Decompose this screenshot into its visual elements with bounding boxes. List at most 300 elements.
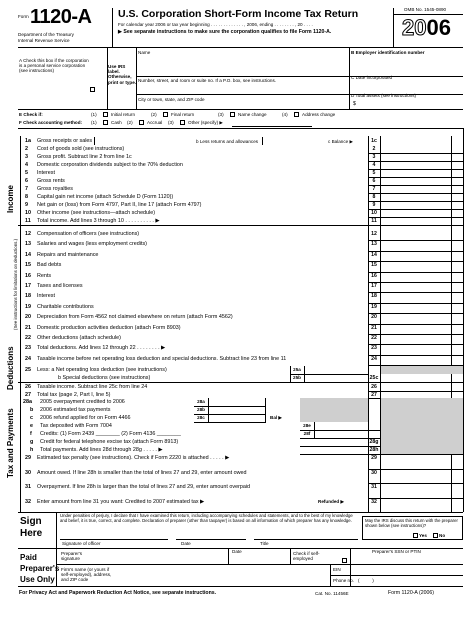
line-label: 2005 overpayment credited to 2006 xyxy=(40,399,125,405)
street-rule xyxy=(136,94,463,95)
sign-here-title: Sign Here xyxy=(20,516,43,539)
line-box-number: 27 xyxy=(371,391,377,398)
inner-box-number: 28e xyxy=(303,423,311,428)
line-label: 2006 refund applied for on Form 4466 xyxy=(40,415,131,421)
discuss-no-checkbox[interactable] xyxy=(433,533,438,538)
line-label: Interest xyxy=(37,170,55,176)
other-method-checkbox[interactable] xyxy=(180,120,185,125)
sig-title-label: Title xyxy=(260,541,269,546)
line-label: Taxes and licenses xyxy=(37,283,83,289)
line-25c-field[interactable] xyxy=(381,374,451,382)
income-line-2 xyxy=(0,145,474,153)
line-label: Charitable contributions xyxy=(37,303,94,310)
line-num: 14 xyxy=(25,251,31,258)
line-num: 13 xyxy=(25,241,31,248)
line-label: Taxable income before net operating loss deduction and special deductions. Subtract line 23 from line 11 xyxy=(37,355,287,362)
personal-service-checkbox[interactable] xyxy=(90,87,95,92)
amount-field[interactable] xyxy=(381,251,451,261)
line-num: 11 xyxy=(25,218,31,224)
line-label: Capital gain net income (attach Schedule D (Form 1120)) xyxy=(37,194,174,200)
cents-field[interactable] xyxy=(452,261,463,271)
line-label: Total income. Add lines 3 through 10 . . . . . . . . . . ▶ xyxy=(37,218,160,224)
discuss-yes-label: Yes xyxy=(419,533,427,538)
cents-field[interactable] xyxy=(452,292,463,302)
form-label: Form xyxy=(18,14,29,19)
line-box-number: 29 xyxy=(371,455,377,461)
line-num: 27 xyxy=(25,391,31,398)
ef-bottom-rule xyxy=(18,128,463,129)
line-num: 9 xyxy=(25,202,28,208)
cents-field[interactable] xyxy=(452,303,463,313)
discuss-no-label: No xyxy=(439,533,446,538)
ein-phone-rule xyxy=(330,575,463,576)
amount-field[interactable] xyxy=(381,177,451,185)
line-1b-field[interactable] xyxy=(262,137,326,145)
other-method-text: Other (specify) ▶ xyxy=(188,120,223,125)
line-num: h xyxy=(30,447,34,453)
signature-date-line xyxy=(176,539,246,540)
form-title: U.S. Corporation Short-Form Income Tax Return xyxy=(118,8,359,20)
tax-line-31 xyxy=(0,483,474,498)
line-label: Credits: (1) Form 2439 ________ (2) Form 4136 ________ xyxy=(40,431,181,437)
preparer-date-divider xyxy=(228,548,229,564)
line-num: 15 xyxy=(25,262,31,269)
dept-line-2: Internal Revenue Service xyxy=(18,38,70,43)
inner-box-number: 28c xyxy=(197,415,205,420)
firm-label: Firm's name (or yours if self-employed), address, and ZIP code xyxy=(61,567,112,583)
signature-title-line xyxy=(254,539,358,540)
line-label: Total payments. Add lines 28d through 28g . . . . . ▶ xyxy=(40,447,163,453)
amount-field[interactable] xyxy=(381,169,451,177)
discuss-box xyxy=(362,516,463,540)
name-rule xyxy=(136,76,463,77)
cents-field[interactable] xyxy=(452,483,463,498)
deduction-line-24 xyxy=(0,355,474,365)
line-25a-field[interactable] xyxy=(304,366,368,374)
line-1a-field[interactable] xyxy=(94,137,194,145)
line-label: Overpayment. If line 28h is larger than the total of lines 27 and 29, enter amount overpaid xyxy=(37,484,251,490)
preparer-sig-label: Preparer's signature xyxy=(61,551,83,562)
street-label: Number, street, and room or suite no. If a P.O. box, see instructions. xyxy=(138,78,277,83)
line-1c-box: 1c xyxy=(371,138,377,144)
line-box-number: 23 xyxy=(371,345,377,352)
cents-field[interactable] xyxy=(452,313,463,323)
cents-field[interactable] xyxy=(452,145,463,153)
cents-field[interactable] xyxy=(452,251,463,261)
ein-prep-label: EIN xyxy=(333,567,341,572)
line-box-number: 32 xyxy=(371,498,377,505)
inner-amount-field[interactable] xyxy=(314,422,368,430)
name-change-num: (3) xyxy=(218,112,224,117)
line-box-number: 26 xyxy=(371,384,377,390)
line-25-num: 25 xyxy=(25,367,31,373)
firm-field[interactable] xyxy=(122,566,322,584)
line-num: c xyxy=(30,415,33,421)
cents-field[interactable] xyxy=(452,324,463,334)
address-change-checkbox[interactable] xyxy=(294,112,299,117)
deduction-line-15 xyxy=(0,261,474,271)
deductions-section-label: Deductions xyxy=(6,346,15,390)
line-num: 26 xyxy=(25,384,31,390)
inner-amount-field[interactable] xyxy=(314,430,368,438)
cash-checkbox[interactable] xyxy=(103,120,108,125)
cents-field[interactable] xyxy=(452,230,463,240)
line-num: 2 xyxy=(25,146,28,152)
inner-box-number: 28b xyxy=(197,407,205,412)
accrual-text: Accrual xyxy=(147,120,163,125)
preparer-signature-field[interactable] xyxy=(110,549,225,563)
phone-label: Phone no. xyxy=(333,578,354,583)
accrual-num: (2) xyxy=(127,120,133,125)
amount-field[interactable] xyxy=(381,383,451,391)
date-incorporated-field[interactable] xyxy=(350,83,462,93)
self-employed-label: Check if self-employed xyxy=(293,551,320,562)
income-line-5 xyxy=(0,169,474,177)
line-num: 17 xyxy=(25,283,31,289)
final-return-checkbox[interactable] xyxy=(163,112,168,117)
balance-label: Bal ▶ xyxy=(270,415,282,420)
line-28-shade xyxy=(300,398,368,422)
irs-divider xyxy=(136,47,137,109)
line-25b-field[interactable] xyxy=(304,374,368,382)
line-num: 18 xyxy=(25,293,31,300)
line-label: Enter amount from line 31 you want: Credited to 2007 estimated tax ▶ xyxy=(37,498,205,505)
cents-field[interactable] xyxy=(452,153,463,161)
total-assets-field[interactable] xyxy=(360,101,462,108)
omb-rule xyxy=(393,14,463,15)
line-25a-box: 25a xyxy=(293,367,301,372)
line-1a-label: Gross receipts or sales xyxy=(37,138,93,144)
phone-field[interactable]: ( ) xyxy=(358,578,374,583)
preparer-mid-rule xyxy=(56,564,463,565)
line-num: 24 xyxy=(25,355,31,362)
line-label: Credit for federal telephone excise tax (attach Form 8913) xyxy=(40,439,179,445)
e-label: E Check if: xyxy=(19,112,43,117)
line-num: b xyxy=(30,407,34,413)
signature-line xyxy=(60,539,168,540)
line-num: 8 xyxy=(25,194,28,200)
line-label: Gross rents xyxy=(37,178,65,184)
sig-officer-label: Signature of officer xyxy=(62,541,101,546)
line-label: Depreciation from Form 4562 not claimed elsewhere on return (attach Form 4562) xyxy=(37,314,233,321)
preparer-date-label: Date xyxy=(232,549,242,554)
cents-field[interactable] xyxy=(452,454,463,469)
line-box-number: 28h xyxy=(369,447,379,453)
deduction-line-13 xyxy=(0,240,474,250)
line-25b-box: 25b xyxy=(293,375,301,380)
ein-label: B Employer identification number xyxy=(351,50,425,55)
line-num: 23 xyxy=(25,345,31,352)
deductions-side-note: (See instructions for limitations on deductions.) xyxy=(13,238,18,330)
line-box-number: 14 xyxy=(371,251,377,258)
line-label: Repairs and maintenance xyxy=(37,251,99,258)
preparer-ein-field[interactable] xyxy=(352,566,462,574)
sign-divider xyxy=(56,512,57,548)
amount-field[interactable] xyxy=(381,483,451,498)
tax-line-29 xyxy=(0,454,474,469)
amount-field[interactable] xyxy=(381,355,451,365)
discuss-text: May the IRS discuss this return with the preparer shown below (see instructions)? xyxy=(365,518,458,528)
income-line-11 xyxy=(0,217,474,225)
amount-field[interactable] xyxy=(381,145,451,153)
address-change-text: Address change xyxy=(302,112,336,117)
line-box-number: 30 xyxy=(371,469,377,476)
line-box-number: 3 xyxy=(372,154,376,160)
line-label: Other deductions (attach schedule) xyxy=(37,335,121,341)
income-bottom-rule xyxy=(18,225,463,226)
tax-line-30 xyxy=(0,469,474,484)
cents-field[interactable] xyxy=(452,217,463,225)
other-method-num: (3) xyxy=(168,120,174,125)
line-num: 30 xyxy=(25,469,31,476)
line-label: Estimated tax penalty (see instructions). Check if Form 2220 is attached . . . . . ▶ xyxy=(37,455,230,461)
line-num: 16 xyxy=(25,272,31,279)
income-line-3 xyxy=(0,153,474,161)
line-box-number: 5 xyxy=(372,170,376,176)
deduction-line-19 xyxy=(0,303,474,313)
tax-line-27 xyxy=(0,391,474,399)
calendar-line: For calendar year 2006 or tax year beginning . . . . . . . . . . . . . , 2006, ending . . . . . . . . , 20 . . . . xyxy=(118,22,313,27)
ssn-label: Preparer's SSN or PTIN xyxy=(372,549,421,554)
tax-year-suffix: 06 xyxy=(426,15,451,40)
line-box-number: 2 xyxy=(372,146,376,152)
initial-return-checkbox[interactable] xyxy=(103,112,108,117)
amount-field[interactable] xyxy=(381,201,451,209)
line-1c-field[interactable] xyxy=(381,137,451,145)
deduction-line-21 xyxy=(0,324,474,334)
line-num: 3 xyxy=(25,154,28,160)
cents-field[interactable] xyxy=(452,201,463,209)
line-25a-label: Less: a Net operating loss deduction (see instructions) xyxy=(37,367,167,373)
line-label: Tax deposited with Form 7004 xyxy=(40,423,112,429)
amount-field[interactable] xyxy=(381,240,451,250)
perjury-statement: Under penalties of perjury, I declare that I have examined this return, including accompanying schedules and statements, and to the best of my knowledge and belief, it is true, correct, and complete. Declaration of preparer (other than taxpayer) is based on all information of which preparer has any knowledge. xyxy=(60,513,353,523)
line-1 xyxy=(0,137,474,145)
amount-field[interactable] xyxy=(381,282,451,292)
cents-field[interactable] xyxy=(452,177,463,185)
check-a-label: A Check this box if the corporation is a personal service corporation (see instructions) xyxy=(19,58,89,74)
cents-field[interactable] xyxy=(452,282,463,292)
deduction-line-22 xyxy=(0,334,474,344)
name-change-checkbox[interactable] xyxy=(230,112,235,117)
cents-field[interactable] xyxy=(452,161,463,169)
line-25b-label: b Special deductions (see instructions) xyxy=(58,375,151,381)
line-box-number: 8 xyxy=(372,194,376,200)
amount-field[interactable] xyxy=(381,161,451,169)
cents-field[interactable] xyxy=(452,272,463,282)
line-box-number: 18 xyxy=(371,293,377,300)
amount-field[interactable] xyxy=(381,469,451,484)
income-section-label: Income xyxy=(6,184,15,213)
line-box-number: 6 xyxy=(372,178,376,184)
deduction-line-20 xyxy=(0,313,474,323)
amount-field[interactable] xyxy=(381,454,451,469)
name-field[interactable] xyxy=(137,57,348,75)
line-num: g xyxy=(30,439,34,445)
line-25-mid-rule xyxy=(290,374,368,375)
sig-date-label: Date xyxy=(181,541,191,546)
deduction-line-16 xyxy=(0,272,474,282)
deduction-line-12 xyxy=(0,230,474,240)
preparer-bottom-rule xyxy=(18,586,463,587)
line-label: Taxable income. Subtract line 25c from line 24 xyxy=(37,384,148,390)
amount-field[interactable] xyxy=(381,193,451,201)
inner-amount-field[interactable] xyxy=(208,406,266,414)
inner-amount-field[interactable] xyxy=(208,398,266,406)
line-box-number: 28g xyxy=(369,439,379,445)
name-change-text: Name change xyxy=(238,112,267,117)
cents-field[interactable] xyxy=(452,193,463,201)
line-25c-box: 25c xyxy=(369,375,379,381)
line-box-number: 15 xyxy=(371,262,377,269)
amount-field[interactable] xyxy=(381,498,451,513)
deduction-line-18 xyxy=(0,292,474,302)
preparer-title: Paid Preparer's Use Only xyxy=(20,553,60,584)
line-28-right-shade xyxy=(381,398,463,454)
line-num: 7 xyxy=(25,186,28,192)
line-label: Total tax (page 2, Part I, line 5) xyxy=(37,391,111,398)
amount-field[interactable] xyxy=(381,209,451,217)
officer-signature-field[interactable] xyxy=(60,528,200,538)
amount-field[interactable] xyxy=(381,153,451,161)
income-line-9 xyxy=(0,201,474,209)
line-label: Compensation of officers (see instructions) xyxy=(37,231,140,237)
amount-field[interactable] xyxy=(381,185,451,193)
amount-field[interactable] xyxy=(381,272,451,282)
line-num: 31 xyxy=(25,484,31,490)
amount-field[interactable] xyxy=(381,292,451,302)
line-num: e xyxy=(30,423,33,429)
preparer-divider xyxy=(56,548,57,586)
bcd-divider xyxy=(349,47,350,109)
irs-label-note: Use IRS label. Otherwise, print or type. xyxy=(108,64,137,85)
date-incorporated-label: C Date incorporated xyxy=(351,75,393,80)
line-label: Amount owed. If line 28h is smaller than the total of lines 27 and 29, enter amount owed xyxy=(37,469,247,476)
cents-field[interactable] xyxy=(452,334,463,344)
line-label: Interest xyxy=(37,293,55,300)
line-label: Domestic corporation dividends subject to the 70% deduction xyxy=(37,162,183,168)
line-num: 28a xyxy=(23,399,32,405)
cents-field[interactable] xyxy=(452,355,463,365)
line-label: Rents xyxy=(37,272,52,279)
line-box-number: 7 xyxy=(372,186,376,192)
self-employed-divider xyxy=(290,548,291,564)
cash-num: (1) xyxy=(91,120,97,125)
line-box-number: 31 xyxy=(371,484,377,490)
line-num: 6 xyxy=(25,178,28,184)
amount-field[interactable] xyxy=(381,391,451,399)
income-line-4 xyxy=(0,161,474,169)
line-1c-label: c Balance ▶ xyxy=(328,139,353,144)
line-label: Net gain or (loss) from Form 4797, Part II, line 17 (attach Form 4797) xyxy=(37,202,202,208)
line-num: 12 xyxy=(25,231,31,237)
line-1b-label: b Less returns and allowances xyxy=(196,139,259,144)
income-line-7 xyxy=(0,185,474,193)
amount-field[interactable] xyxy=(381,303,451,313)
line-num: 20 xyxy=(25,314,31,321)
line-num: 4 xyxy=(25,162,28,168)
amount-field[interactable] xyxy=(381,344,451,354)
cents-field[interactable] xyxy=(452,383,463,391)
line-box-number: 17 xyxy=(371,283,377,289)
line-label: Salaries and wages (less employment credits) xyxy=(37,241,147,248)
line-num: 5 xyxy=(25,170,28,176)
cents-field[interactable] xyxy=(452,209,463,217)
line-num: 29 xyxy=(25,455,31,461)
header-divider-left xyxy=(112,8,113,47)
discuss-yes-checkbox[interactable] xyxy=(413,533,418,538)
cash-text: Cash xyxy=(111,120,122,125)
line-num: 22 xyxy=(25,335,31,341)
amount-field[interactable] xyxy=(381,334,451,344)
a-divider xyxy=(107,47,108,109)
cents-field[interactable] xyxy=(452,185,463,193)
amount-field[interactable] xyxy=(381,230,451,240)
ein-field[interactable] xyxy=(350,56,462,72)
city-field[interactable] xyxy=(137,103,348,108)
deduction-line-23 xyxy=(0,344,474,354)
tax-year-prefix: 20 xyxy=(402,15,427,40)
instructions-line: ▶ See separate instructions to make sure the corporation qualifies to file Form 1120-A. xyxy=(118,29,332,35)
line-label: Domestic production activities deduction (attach Form 8903) xyxy=(37,324,181,331)
inner-amount-field[interactable] xyxy=(208,414,266,422)
line-label: 2006 estimated tax payments xyxy=(40,407,111,413)
line-num: 21 xyxy=(25,324,31,331)
line-box-number: 9 xyxy=(372,202,376,208)
line-1-num: 1a xyxy=(25,138,31,144)
amount-field[interactable] xyxy=(381,313,451,323)
line-box-number: 11 xyxy=(371,218,377,224)
omb-number: OMB No. 1545-0890 xyxy=(403,7,447,12)
amount-field[interactable] xyxy=(381,217,451,225)
cents-field[interactable] xyxy=(452,498,463,513)
cents-field[interactable] xyxy=(452,469,463,484)
line-box-number: 24 xyxy=(371,355,377,362)
final-return-num: (2) xyxy=(151,112,157,117)
other-specify-line[interactable] xyxy=(232,126,312,127)
cents-field[interactable] xyxy=(452,391,463,399)
cat-number: Cat. No. 11456E xyxy=(315,591,349,596)
line-25-shade xyxy=(381,366,463,374)
address-change-num: (4) xyxy=(282,112,288,117)
cents-field[interactable] xyxy=(452,240,463,250)
line-label: Other income (see instructions—attach schedule) xyxy=(37,210,156,216)
initial-return-label: (1) xyxy=(91,112,97,117)
line-box-number: 22 xyxy=(371,335,377,341)
line-num: 32 xyxy=(25,498,31,505)
amount-field[interactable] xyxy=(381,261,451,271)
line-box-number: 20 xyxy=(371,314,377,321)
name-label: Name xyxy=(138,50,151,55)
form-number: 1120-A xyxy=(30,6,92,28)
ssn-field[interactable] xyxy=(352,556,462,564)
total-assets-dollar: $ xyxy=(353,101,356,107)
line-num: 19 xyxy=(25,303,31,310)
line-box-number: 12 xyxy=(371,231,377,237)
line-box-number: 10 xyxy=(371,210,377,216)
self-employed-checkbox[interactable] xyxy=(342,558,347,563)
city-label: City or town, state, and ZIP code xyxy=(138,97,205,102)
cents-field[interactable] xyxy=(452,169,463,177)
amount-field[interactable] xyxy=(381,324,451,334)
form-header xyxy=(18,6,456,50)
inner-box-number: 28a xyxy=(197,399,205,404)
accrual-checkbox[interactable] xyxy=(139,120,144,125)
cents-field[interactable] xyxy=(452,344,463,354)
line-box-number: 4 xyxy=(372,162,376,168)
line-label: Gross profit. Subtract line 2 from line 1c xyxy=(37,154,132,160)
final-return-text: Final return xyxy=(171,112,195,117)
